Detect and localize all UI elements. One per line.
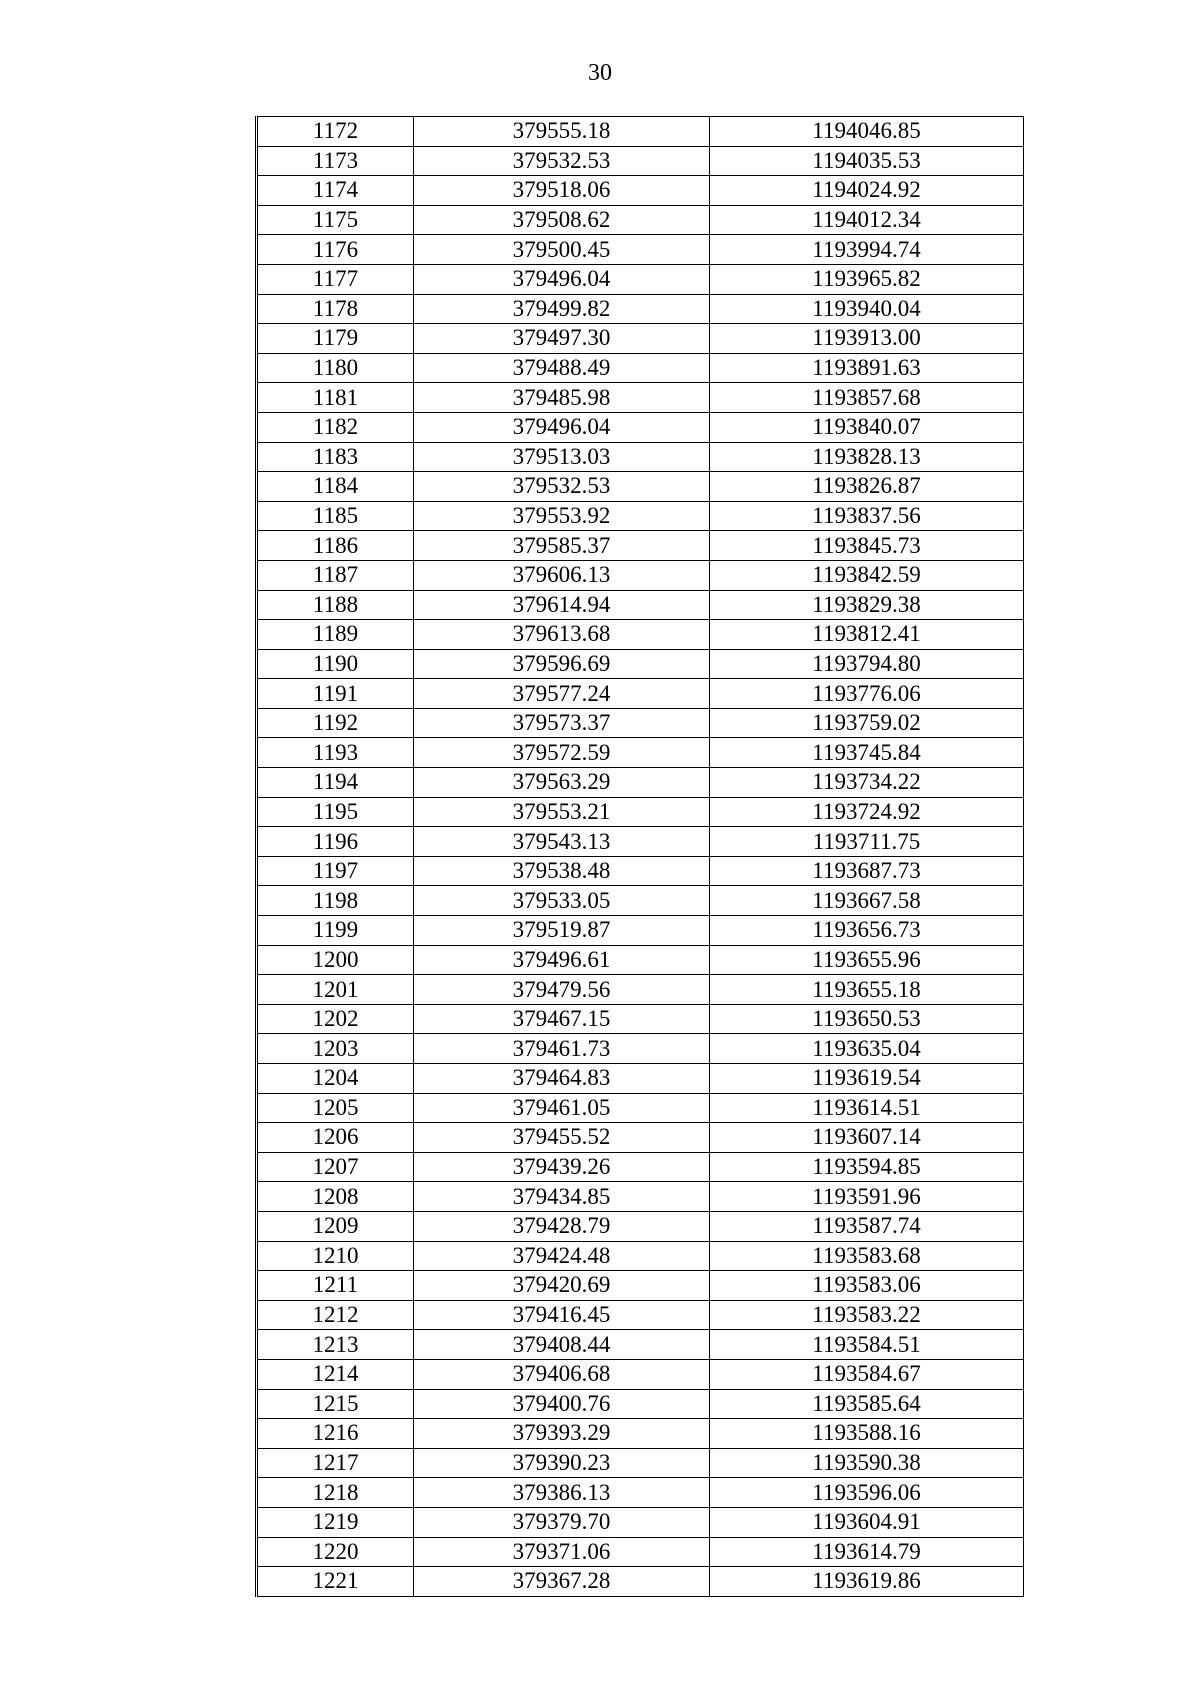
- x-coordinate-cell: 379577.24: [414, 679, 710, 709]
- y-coordinate-cell: 1193687.73: [710, 856, 1024, 886]
- point-number-cell: 1193: [257, 738, 414, 768]
- x-coordinate-cell: 379585.37: [414, 531, 710, 561]
- x-coordinate-cell: 379455.52: [414, 1123, 710, 1153]
- point-number-cell: 1216: [257, 1419, 414, 1449]
- y-coordinate-cell: 1193759.02: [710, 708, 1024, 738]
- y-coordinate-cell: 1193965.82: [710, 264, 1024, 294]
- y-coordinate-cell: 1193583.22: [710, 1300, 1024, 1330]
- x-coordinate-cell: 379496.04: [414, 412, 710, 442]
- point-number-cell: 1215: [257, 1389, 414, 1419]
- table-row: [257, 827, 1024, 857]
- x-coordinate-cell: 379406.68: [414, 1359, 710, 1389]
- x-coordinate-cell: 379532.53: [414, 472, 710, 502]
- table-row: [257, 768, 1024, 798]
- x-coordinate-cell: 379424.48: [414, 1241, 710, 1271]
- y-coordinate-cell: 1194012.34: [710, 205, 1024, 235]
- point-number-cell: 1217: [257, 1448, 414, 1478]
- x-coordinate-cell: 379613.68: [414, 620, 710, 650]
- table-row: [257, 856, 1024, 886]
- coordinates-table-body: [257, 117, 1024, 1597]
- page-number: 30: [588, 60, 612, 86]
- x-coordinate-cell: 379367.28: [414, 1567, 710, 1597]
- table-row: [257, 1004, 1024, 1034]
- y-coordinate-cell: 1193584.51: [710, 1330, 1024, 1360]
- y-coordinate-cell: 1193587.74: [710, 1211, 1024, 1241]
- point-number-cell: 1195: [257, 797, 414, 827]
- x-coordinate-cell: 379386.13: [414, 1478, 710, 1508]
- y-coordinate-cell: 1193745.84: [710, 738, 1024, 768]
- x-coordinate-cell: 379393.29: [414, 1419, 710, 1449]
- x-coordinate-cell: 379408.44: [414, 1330, 710, 1360]
- y-coordinate-cell: 1193940.04: [710, 294, 1024, 324]
- table-row: [257, 1448, 1024, 1478]
- x-coordinate-cell: 379434.85: [414, 1182, 710, 1212]
- point-number-cell: 1208: [257, 1182, 414, 1212]
- x-coordinate-cell: 379488.49: [414, 353, 710, 383]
- table-row: [257, 679, 1024, 709]
- table-row: [257, 886, 1024, 916]
- x-coordinate-cell: 379467.15: [414, 1004, 710, 1034]
- table-row: [257, 1330, 1024, 1360]
- point-number-cell: 1221: [257, 1567, 414, 1597]
- x-coordinate-cell: 379543.13: [414, 827, 710, 857]
- table-row: [257, 1152, 1024, 1182]
- y-coordinate-cell: 1193845.73: [710, 531, 1024, 561]
- table-row: [257, 176, 1024, 206]
- point-number-cell: 1220: [257, 1537, 414, 1567]
- table-row: [257, 205, 1024, 235]
- y-coordinate-cell: 1193913.00: [710, 324, 1024, 354]
- y-coordinate-cell: 1193891.63: [710, 353, 1024, 383]
- point-number-cell: 1201: [257, 975, 414, 1005]
- y-coordinate-cell: 1193614.51: [710, 1093, 1024, 1123]
- y-coordinate-cell: 1193812.41: [710, 620, 1024, 650]
- table-row: [257, 146, 1024, 176]
- table-row: [257, 412, 1024, 442]
- table-row: [257, 708, 1024, 738]
- point-number-cell: 1179: [257, 324, 414, 354]
- y-coordinate-cell: 1193591.96: [710, 1182, 1024, 1212]
- table-row: [257, 945, 1024, 975]
- table-row: [257, 383, 1024, 413]
- point-number-cell: 1204: [257, 1064, 414, 1094]
- x-coordinate-cell: 379500.45: [414, 235, 710, 265]
- x-coordinate-cell: 379518.06: [414, 176, 710, 206]
- x-coordinate-cell: 379553.21: [414, 797, 710, 827]
- point-number-cell: 1212: [257, 1300, 414, 1330]
- y-coordinate-cell: 1193607.14: [710, 1123, 1024, 1153]
- x-coordinate-cell: 379532.53: [414, 146, 710, 176]
- y-coordinate-cell: 1194024.92: [710, 176, 1024, 206]
- y-coordinate-cell: 1193584.67: [710, 1359, 1024, 1389]
- y-coordinate-cell: 1193828.13: [710, 442, 1024, 472]
- x-coordinate-cell: 379485.98: [414, 383, 710, 413]
- y-coordinate-cell: 1193776.06: [710, 679, 1024, 709]
- table-row: [257, 501, 1024, 531]
- point-number-cell: 1186: [257, 531, 414, 561]
- point-number-cell: 1177: [257, 264, 414, 294]
- point-number-cell: 1172: [257, 117, 414, 147]
- x-coordinate-cell: 379379.70: [414, 1507, 710, 1537]
- y-coordinate-cell: 1193656.73: [710, 916, 1024, 946]
- y-coordinate-cell: 1193590.38: [710, 1448, 1024, 1478]
- y-coordinate-cell: 1193826.87: [710, 472, 1024, 502]
- y-coordinate-cell: 1193724.92: [710, 797, 1024, 827]
- x-coordinate-cell: 379479.56: [414, 975, 710, 1005]
- point-number-cell: 1181: [257, 383, 414, 413]
- table-row: [257, 1271, 1024, 1301]
- x-coordinate-cell: 379390.23: [414, 1448, 710, 1478]
- table-row: [257, 117, 1024, 147]
- y-coordinate-cell: 1193619.86: [710, 1567, 1024, 1597]
- y-coordinate-cell: 1193655.18: [710, 975, 1024, 1005]
- table-row: [257, 472, 1024, 502]
- point-number-cell: 1183: [257, 442, 414, 472]
- x-coordinate-cell: 379461.05: [414, 1093, 710, 1123]
- table-row: [257, 1300, 1024, 1330]
- table-row: [257, 235, 1024, 265]
- y-coordinate-cell: 1193583.06: [710, 1271, 1024, 1301]
- point-number-cell: 1213: [257, 1330, 414, 1360]
- table-row: [257, 1093, 1024, 1123]
- point-number-cell: 1187: [257, 560, 414, 590]
- x-coordinate-cell: 379464.83: [414, 1064, 710, 1094]
- x-coordinate-cell: 379533.05: [414, 886, 710, 916]
- x-coordinate-cell: 379416.45: [414, 1300, 710, 1330]
- x-coordinate-cell: 379553.92: [414, 501, 710, 531]
- point-number-cell: 1210: [257, 1241, 414, 1271]
- y-coordinate-cell: 1193635.04: [710, 1034, 1024, 1064]
- y-coordinate-cell: 1193994.74: [710, 235, 1024, 265]
- y-coordinate-cell: 1193655.96: [710, 945, 1024, 975]
- point-number-cell: 1218: [257, 1478, 414, 1508]
- x-coordinate-cell: 379439.26: [414, 1152, 710, 1182]
- point-number-cell: 1209: [257, 1211, 414, 1241]
- x-coordinate-cell: 379461.73: [414, 1034, 710, 1064]
- x-coordinate-cell: 379555.18: [414, 117, 710, 147]
- point-number-cell: 1190: [257, 649, 414, 679]
- y-coordinate-cell: 1193614.79: [710, 1537, 1024, 1567]
- point-number-cell: 1203: [257, 1034, 414, 1064]
- table-row: [257, 353, 1024, 383]
- y-coordinate-cell: 1193857.68: [710, 383, 1024, 413]
- table-row: [257, 442, 1024, 472]
- y-coordinate-cell: 1193842.59: [710, 560, 1024, 590]
- point-number-cell: 1205: [257, 1093, 414, 1123]
- table-row: [257, 590, 1024, 620]
- table-row: [257, 738, 1024, 768]
- y-coordinate-cell: 1193604.91: [710, 1507, 1024, 1537]
- y-coordinate-cell: 1194046.85: [710, 117, 1024, 147]
- table-row: [257, 1359, 1024, 1389]
- point-number-cell: 1207: [257, 1152, 414, 1182]
- x-coordinate-cell: 379428.79: [414, 1211, 710, 1241]
- point-number-cell: 1196: [257, 827, 414, 857]
- coordinates-table: [255, 116, 1024, 1597]
- x-coordinate-cell: 379400.76: [414, 1389, 710, 1419]
- x-coordinate-cell: 379572.59: [414, 738, 710, 768]
- point-number-cell: 1178: [257, 294, 414, 324]
- point-number-cell: 1189: [257, 620, 414, 650]
- y-coordinate-cell: 1193734.22: [710, 768, 1024, 798]
- table-row: [257, 1567, 1024, 1597]
- point-number-cell: 1211: [257, 1271, 414, 1301]
- y-coordinate-cell: 1193588.16: [710, 1419, 1024, 1449]
- table-row: [257, 1064, 1024, 1094]
- y-coordinate-cell: 1193829.38: [710, 590, 1024, 620]
- point-number-cell: 1198: [257, 886, 414, 916]
- point-number-cell: 1173: [257, 146, 414, 176]
- table-row: [257, 560, 1024, 590]
- point-number-cell: 1199: [257, 916, 414, 946]
- table-row: [257, 1241, 1024, 1271]
- table-row: [257, 1182, 1024, 1212]
- x-coordinate-cell: 379420.69: [414, 1271, 710, 1301]
- table-row: [257, 620, 1024, 650]
- table-row: [257, 797, 1024, 827]
- table-row: [257, 1123, 1024, 1153]
- y-coordinate-cell: 1193596.06: [710, 1478, 1024, 1508]
- x-coordinate-cell: 379563.29: [414, 768, 710, 798]
- x-coordinate-cell: 379596.69: [414, 649, 710, 679]
- point-number-cell: 1200: [257, 945, 414, 975]
- point-number-cell: 1202: [257, 1004, 414, 1034]
- table-row: [257, 1211, 1024, 1241]
- y-coordinate-cell: 1193583.68: [710, 1241, 1024, 1271]
- table-row: [257, 1537, 1024, 1567]
- y-coordinate-cell: 1193711.75: [710, 827, 1024, 857]
- x-coordinate-cell: 379573.37: [414, 708, 710, 738]
- y-coordinate-cell: 1194035.53: [710, 146, 1024, 176]
- x-coordinate-cell: 379508.62: [414, 205, 710, 235]
- x-coordinate-cell: 379496.04: [414, 264, 710, 294]
- point-number-cell: 1206: [257, 1123, 414, 1153]
- point-number-cell: 1185: [257, 501, 414, 531]
- table-row: [257, 531, 1024, 561]
- table-row: [257, 294, 1024, 324]
- point-number-cell: 1174: [257, 176, 414, 206]
- table-row: [257, 1478, 1024, 1508]
- y-coordinate-cell: 1193837.56: [710, 501, 1024, 531]
- y-coordinate-cell: 1193840.07: [710, 412, 1024, 442]
- point-number-cell: 1191: [257, 679, 414, 709]
- point-number-cell: 1214: [257, 1359, 414, 1389]
- x-coordinate-cell: 379496.61: [414, 945, 710, 975]
- point-number-cell: 1194: [257, 768, 414, 798]
- x-coordinate-cell: 379538.48: [414, 856, 710, 886]
- point-number-cell: 1175: [257, 205, 414, 235]
- y-coordinate-cell: 1193585.64: [710, 1389, 1024, 1419]
- y-coordinate-cell: 1193650.53: [710, 1004, 1024, 1034]
- table-row: [257, 324, 1024, 354]
- y-coordinate-cell: 1193619.54: [710, 1064, 1024, 1094]
- y-coordinate-cell: 1193794.80: [710, 649, 1024, 679]
- x-coordinate-cell: 379614.94: [414, 590, 710, 620]
- x-coordinate-cell: 379499.82: [414, 294, 710, 324]
- y-coordinate-cell: 1193667.58: [710, 886, 1024, 916]
- x-coordinate-cell: 379371.06: [414, 1537, 710, 1567]
- table-row: [257, 1419, 1024, 1449]
- table-row: [257, 916, 1024, 946]
- point-number-cell: 1192: [257, 708, 414, 738]
- point-number-cell: 1180: [257, 353, 414, 383]
- point-number-cell: 1176: [257, 235, 414, 265]
- y-coordinate-cell: 1193594.85: [710, 1152, 1024, 1182]
- point-number-cell: 1182: [257, 412, 414, 442]
- x-coordinate-cell: 379513.03: [414, 442, 710, 472]
- point-number-cell: 1219: [257, 1507, 414, 1537]
- table-row: [257, 1034, 1024, 1064]
- point-number-cell: 1188: [257, 590, 414, 620]
- x-coordinate-cell: 379606.13: [414, 560, 710, 590]
- x-coordinate-cell: 379519.87: [414, 916, 710, 946]
- table-row: [257, 264, 1024, 294]
- table-row: [257, 649, 1024, 679]
- table-row: [257, 975, 1024, 1005]
- table-row: [257, 1389, 1024, 1419]
- point-number-cell: 1184: [257, 472, 414, 502]
- table-row: [257, 1507, 1024, 1537]
- point-number-cell: 1197: [257, 856, 414, 886]
- x-coordinate-cell: 379497.30: [414, 324, 710, 354]
